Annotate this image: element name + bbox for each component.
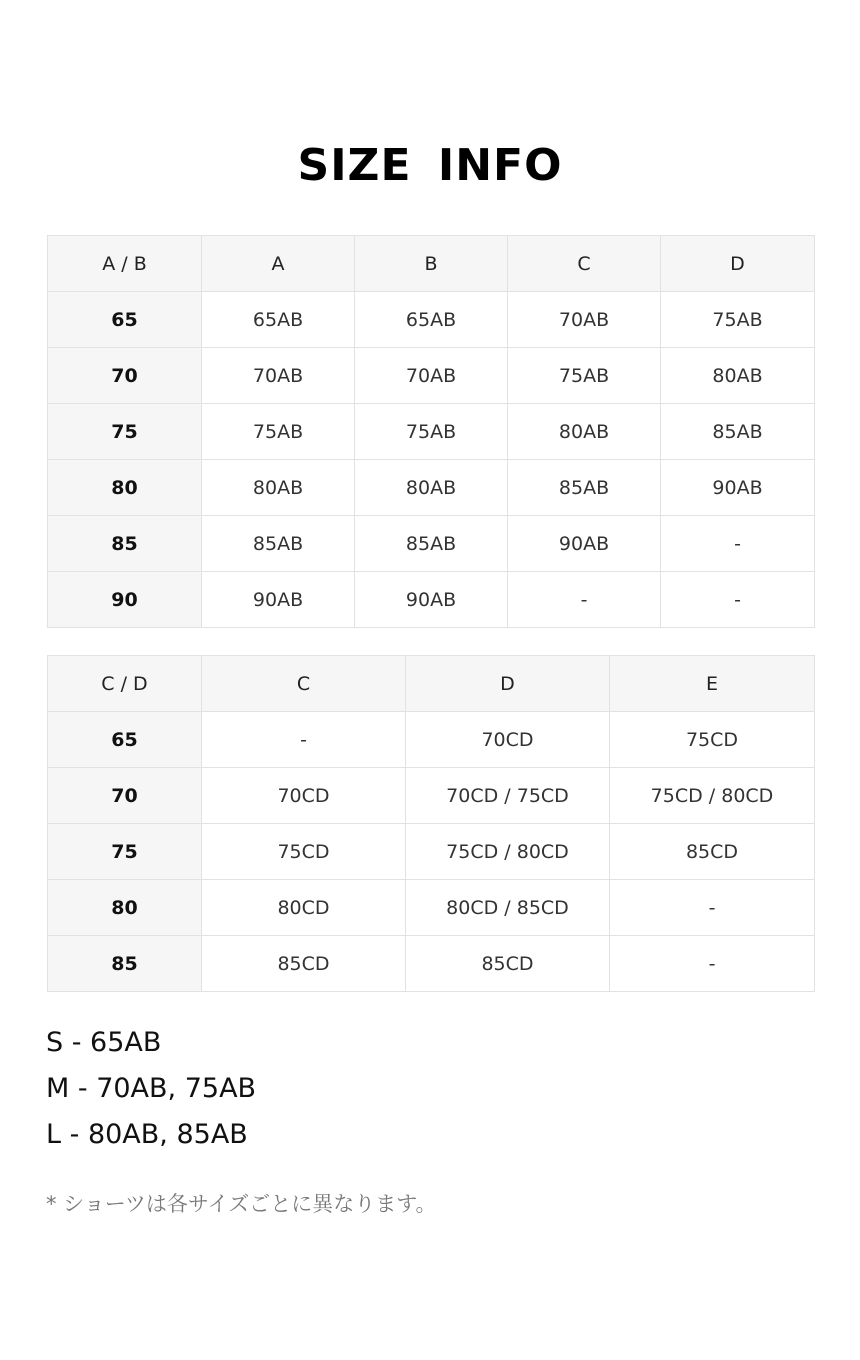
table-cell: 90AB <box>202 572 355 628</box>
table-cell: 75CD / 80CD <box>610 768 815 824</box>
table-cell: 80AB <box>202 460 355 516</box>
table-cell: 80CD <box>202 880 406 936</box>
table-cell: 75AB <box>355 404 508 460</box>
size-table-cd <box>47 655 815 992</box>
column-header: D <box>661 236 815 292</box>
row-header: 75 <box>48 824 202 880</box>
table-cell: 70CD / 75CD <box>406 768 610 824</box>
table-cell: 80AB <box>661 348 815 404</box>
footnote: * ショーツは各サイズごとに異なります。 <box>46 1192 437 1216</box>
table-cell: 85AB <box>661 404 815 460</box>
table-cell: 75AB <box>202 404 355 460</box>
table-cell: 75CD / 80CD <box>406 824 610 880</box>
table-cell: 85AB <box>508 460 661 516</box>
size-table-ab <box>47 235 815 628</box>
table-cell: 70AB <box>508 292 661 348</box>
table-cell: 75CD <box>202 824 406 880</box>
row-header: 65 <box>48 712 202 768</box>
column-header: C <box>508 236 661 292</box>
table-corner-label: C / D <box>48 656 202 712</box>
row-header: 90 <box>48 572 202 628</box>
table-row <box>48 712 815 768</box>
row-header: 70 <box>48 768 202 824</box>
table-row <box>48 936 815 992</box>
table-cell: 70AB <box>355 348 508 404</box>
table-cell: 70CD <box>202 768 406 824</box>
column-header: B <box>355 236 508 292</box>
size-mapping-item: L - 80AB, 85AB <box>46 1119 248 1150</box>
table-row <box>48 824 815 880</box>
table-cell: 85AB <box>355 516 508 572</box>
table-cell: - <box>202 712 406 768</box>
table-cell: 70AB <box>202 348 355 404</box>
column-header: C <box>202 656 406 712</box>
row-header: 70 <box>48 348 202 404</box>
table-cell: - <box>508 572 661 628</box>
table-cell: 85CD <box>202 936 406 992</box>
row-header: 75 <box>48 404 202 460</box>
row-header: 80 <box>48 880 202 936</box>
table-row <box>48 460 815 516</box>
table-cell: - <box>661 516 815 572</box>
column-header: D <box>406 656 610 712</box>
table-cell: - <box>610 880 815 936</box>
table-cell: 90AB <box>508 516 661 572</box>
table-cell: 65AB <box>355 292 508 348</box>
page-title: SIZE INFO <box>297 140 563 191</box>
table-cell: 90AB <box>355 572 508 628</box>
size-mapping-item: S - 65AB <box>46 1027 162 1058</box>
column-header: A <box>202 236 355 292</box>
table-header-row <box>48 236 815 292</box>
table-cell: 90AB <box>661 460 815 516</box>
table-cell: 75AB <box>661 292 815 348</box>
row-header: 85 <box>48 936 202 992</box>
size-mapping-list <box>46 1020 256 1158</box>
table-cell: 75AB <box>508 348 661 404</box>
table-cell: 70CD <box>406 712 610 768</box>
column-header: E <box>610 656 815 712</box>
table-cell: 85CD <box>610 824 815 880</box>
table-cell: 65AB <box>202 292 355 348</box>
table-row <box>48 404 815 460</box>
table-row <box>48 768 815 824</box>
row-header: 85 <box>48 516 202 572</box>
size-mapping-item: M - 70AB, 75AB <box>46 1073 257 1104</box>
table-cell: 80CD / 85CD <box>406 880 610 936</box>
table-row <box>48 880 815 936</box>
table-row <box>48 292 815 348</box>
table-cell: - <box>661 572 815 628</box>
table-cell: 80AB <box>355 460 508 516</box>
table-row <box>48 572 815 628</box>
table-cell: 75CD <box>610 712 815 768</box>
table-header-row <box>48 656 815 712</box>
table-cell: 80AB <box>508 404 661 460</box>
table-cell: 85AB <box>202 516 355 572</box>
table-row <box>48 516 815 572</box>
row-header: 80 <box>48 460 202 516</box>
table-corner-label: A / B <box>48 236 202 292</box>
table-row <box>48 348 815 404</box>
row-header: 65 <box>48 292 202 348</box>
table-cell: - <box>610 936 815 992</box>
table-cell: 85CD <box>406 936 610 992</box>
